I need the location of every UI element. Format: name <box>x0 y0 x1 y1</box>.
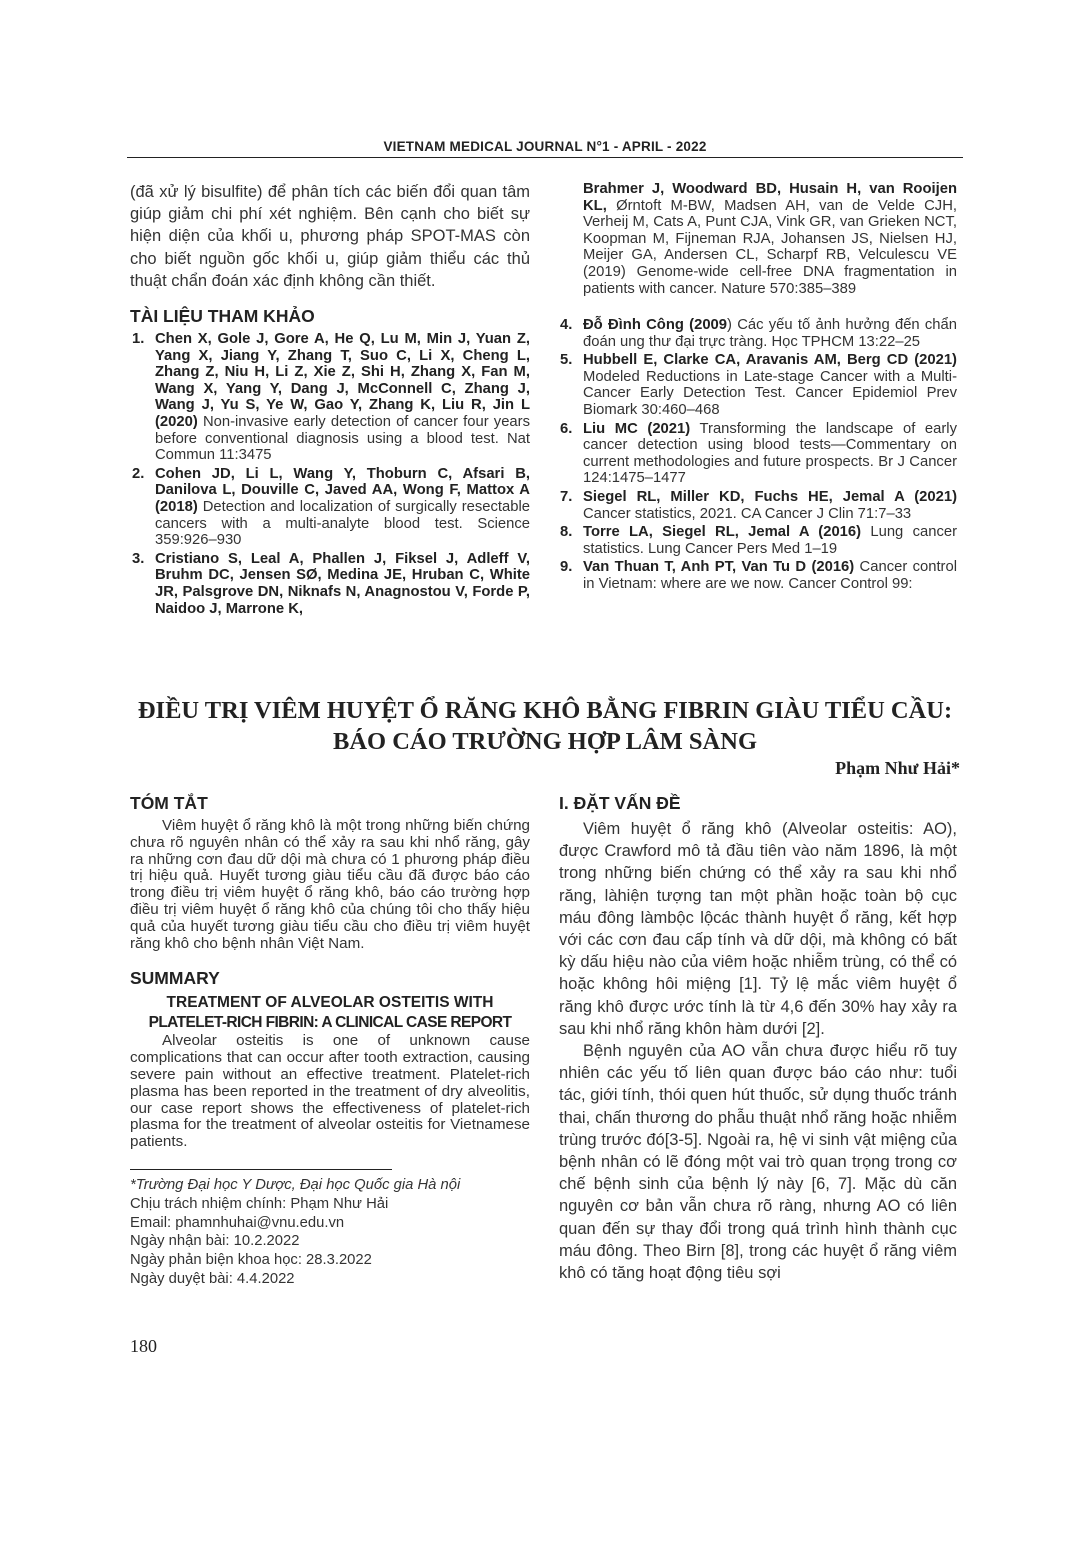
references-heading: TÀI LIỆU THAM KHẢO <box>130 306 315 327</box>
header-rule <box>127 157 963 158</box>
journal-header: VIETNAM MEDICAL JOURNAL N°1 - APRIL - 2022 <box>383 139 707 154</box>
reference-authors: Cristiano S, Leal A, Phallen J, Fiksel J, Adleff V, Bruhm DC, Jensen SØ, Medina JE, Hruban C, White JR, Palsgrove DN, Niknafs N, Anagnostou V, Forde P, Naidoo J, Marrone K, <box>155 550 530 617</box>
reference-number: 5. <box>560 352 573 369</box>
summary-title-line-1: TREATMENT OF ALVEOLAR OSTEITIS WITH <box>166 994 494 1012</box>
article-title-line-2: BÁO CÁO TRƯỜNG HỢP LÂM SÀNG <box>332 728 757 755</box>
reference-authors: Liu MC (2021) <box>583 420 691 437</box>
reference-details: Modeled Reductions in Late-stage Cancer with a Multi-Cancer Early Detection Test. Cancer Epidemiol Prev Biomark 30:460–468 <box>583 368 957 418</box>
reference-details: Cancer control in Vietnam: where are we now. Cancer Control 99: <box>583 559 957 592</box>
references-list-left <box>130 331 530 617</box>
reference-number: 9. <box>560 559 573 576</box>
footnote-affiliation: *Trường Đại học Y Dược, Đại học Quốc gia Hà nội <box>130 1176 461 1193</box>
reference-details: Lung cancer statistics. Lung Cancer Pers Med 1–19 <box>583 524 957 557</box>
introduction-paragraph: Bệnh nguyên của AO vẫn chưa được hiểu rõ tuy nhiên các yếu tố liên quan được báo cáo như: tuổi tác, giới tính, thói quen hút thuốc, sử dụng thuốc tránh thai, chấn thương do phẫu thuật nhổ răng hoặc nhiễm trùng trước đó[3-5]. Ngoài ra, hệ vi sinh vật miệng của bệnh nhân có lẽ đóng một vai trò quan trọng trong cơ chế bệnh sinh của bệnh lý này [6, 7]. Mặc dù căn nguyên cơ bản vẫn chưa rõ ràng, nhưng AO có liên quan đến sự thay đổi trong quá trình hình thành cục máu đông. Theo Birn [8], trong các huyệt ổ răng viêm khô có tăng hoạt động tiêu sợi <box>559 1042 957 1283</box>
article-title <box>127 695 963 757</box>
reference-number: 6. <box>560 420 573 437</box>
reference-number: 7. <box>560 488 573 505</box>
reference-details: Detection and localization of surgically resectable cancers with a multi-analyte blood test. Science 359:926–930 <box>155 498 530 549</box>
reference-authors: Van Thuan T, Anh PT, Van Tu D (2016) <box>583 559 855 576</box>
reference-details: Cancer statistics, 2021. CA Cancer J Clin 71:7–33 <box>583 505 912 522</box>
reference-continuation <box>583 181 957 297</box>
reference-item <box>558 524 957 557</box>
reference-item <box>130 551 530 617</box>
introduction-heading: I. ĐẶT VẤN ĐỀ <box>559 793 681 813</box>
reference-authors: Torre LA, Siegel RL, Jemal A (2016) <box>583 524 862 541</box>
reference-item <box>558 559 957 592</box>
reference-details: Non-invasive early detection of cancer four years before conventional diagnosis using a blood test. Nat Commun 11:3475 <box>155 413 530 464</box>
abstract-text: Viêm huyệt ổ răng khô là một trong những biến chứng chưa rõ nguyên nhân có thể xảy ra sau khi nhổ răng, gây ra những cơn đau dữ dội mà chưa có 1 phương pháp điều trị hiệu quả. Huyết tương giàu tiểu cầu đã được báo cáo trong điều trị viêm huyệt ổ răng khô, báo cáo trường hợp điều trị viêm huyệt ổ răng khô của chúng tôi cho thấy hiệu quả của huyết tương giàu tiểu cầu cho điều trị viêm huyệt răng khô cho bệnh nhân Việt Nam. <box>130 817 530 952</box>
prev-article-left-column <box>130 181 530 619</box>
reference-details: ) Các yếu tố ảnh hưởng đến chẩn đoán ung thư đại trực tràng. Học TPHCM 13:22–25 <box>583 317 957 350</box>
reference-authors: Đỗ Đình Công (2009 <box>583 317 728 333</box>
reference-authors: Brahmer J, Woodward BD, Husain H, van Rooijen KL, <box>583 181 957 214</box>
reference-item <box>558 352 957 418</box>
summary-title <box>130 993 530 1033</box>
summary-text: Alveolar osteitis is one of unknown cause complications that can occur after tooth extraction, causing severe pain without an effective treatment. Platelet-rich plasma has been reported in the treatment of dry alveolitis, our case report shows the effectiveness of platelet-rich plasma for the treatment of alveolar osteitis for Vietnamese patients. <box>130 1032 530 1151</box>
prev-article-closing-paragraph: (đã xử lý bisulfite) để phân tích các biến đổi quan tâm giúp giảm chi phí xét nghiệm. Bên cạnh cho biết sự hiện diện của khối u, phương pháp SPOT-MAS còn cho biết nguồn gốc khối u, giúp giảm thiểu các thủ thuật chẩn đoán xác định không cần thiết. <box>130 183 530 290</box>
reference-authors: Cohen JD, Li L, Wang Y, Thoburn C, Afsari B, Danilova L, Douville C, Javed AA, Wong F, Mattox A (2018) <box>155 465 530 515</box>
reference-item <box>130 331 530 464</box>
reference-details: Transforming the landscape of early cancer detection using blood tests—Commentary on current methodologies and future prospects. Br J Cancer 124:1475–1477 <box>583 420 957 487</box>
introduction-paragraph: Viêm huyệt ổ răng khô (Alveolar osteitis: AO), được Crawford mô tả đầu tiên vào năm 1896, là một trong những biến chứng có thể xảy ra sau khi nhổ răng, làhiện tượng tan một phần hoặc toàn bộ cục máu đông làmbộc lộcác thành huyệt ổ răng, kết hợp với các cơn đau cấp tính và dữ dội, mà không có bất kỳ dấu hiệu nào của viêm hoặc nhiễm trùng, có thể có hoặc không hôi miệng [1]. Tỷ lệ mắc viêm huyệt ổ răng khô được ước tính là từ 4,6 đến 30% hay xảy ra sau khi nhổ răng khôn hàm dưới [2]. <box>559 820 957 1038</box>
reference-authors: Hubbell E, Clarke CA, Aravanis AM, Berg CD (2021) <box>583 352 957 369</box>
prev-article-right-column <box>583 181 957 299</box>
footnote-received: Ngày nhận bài: 10.2.2022 <box>130 1233 300 1250</box>
reference-number: 1. <box>132 331 145 348</box>
abstract-column <box>130 793 530 1289</box>
reference-authors: Siegel RL, Miller KD, Fuchs HE, Jemal A (2021) <box>583 488 957 505</box>
reference-item <box>130 466 530 549</box>
introduction-column <box>559 793 957 1284</box>
reference-number: 4. <box>560 317 573 333</box>
footnote-accepted: Ngày duyệt bài: 4.4.2022 <box>130 1270 295 1287</box>
reference-item <box>558 317 957 350</box>
reference-number: 3. <box>132 550 145 567</box>
reference-item <box>558 489 957 522</box>
references-list-right <box>558 317 957 593</box>
reference-authors: Chen X, Gole J, Gore A, He Q, Lu M, Min J, Yuan Z, Yang X, Jiang Y, Zhang T, Suo C, Li X, Cheng L, Zhang Z, Niu H, Li Z, Xie Z, Shi H, Zhang X, Fan M, Wang X, Yang Y, Dang J, McConnell C, Zhang J, Wang J, Yu S, Ye W, Gao Y, Zhang K, Liu R, Jin L (2020) <box>155 331 530 430</box>
article-author: Phạm Như Hải* <box>835 758 960 778</box>
summary-title-line-2: PLATELET-RICH FIBRIN: A CLINICAL CASE REPORT <box>148 1014 512 1032</box>
summary-heading: SUMMARY <box>130 968 220 989</box>
abstract-heading: TÓM TẮT <box>130 793 208 813</box>
reference-number: 2. <box>132 465 145 482</box>
reference-item <box>558 421 957 487</box>
references-list-right-wrap <box>558 317 957 595</box>
footnote-reviewed: Ngày phản biện khoa học: 28.3.2022 <box>130 1252 372 1269</box>
footnote-email: Email: phamnhuhai@vnu.edu.vn <box>130 1214 345 1231</box>
reference-details: Ørntoft M-BW, Madsen AH, van de Velde CJH, Verheij M, Cats A, Punt CJA, Vink GR, van Grieken NCT, Koopman M, Fijneman RJA, Johansen JS, Nielsen HJ, Meijer GA, Andersen CL, Scharpf RB, Velculescu VE (2019) Genome-wide cell-free DNA fragmentation in patients with cancer. Nature 570:385–389 <box>583 197 957 297</box>
footnote-responsible: Chịu trách nhiệm chính: Phạm Như Hải <box>130 1195 389 1212</box>
footnote-rule <box>130 1169 392 1170</box>
reference-number: 8. <box>560 524 573 541</box>
page-number: 180 <box>130 1336 157 1356</box>
article-title-line-1: ĐIỀU TRỊ VIÊM HUYỆT Ổ RĂNG KHÔ BẰNG FIBRIN GIÀU TIỂU CẦU: <box>137 697 953 724</box>
